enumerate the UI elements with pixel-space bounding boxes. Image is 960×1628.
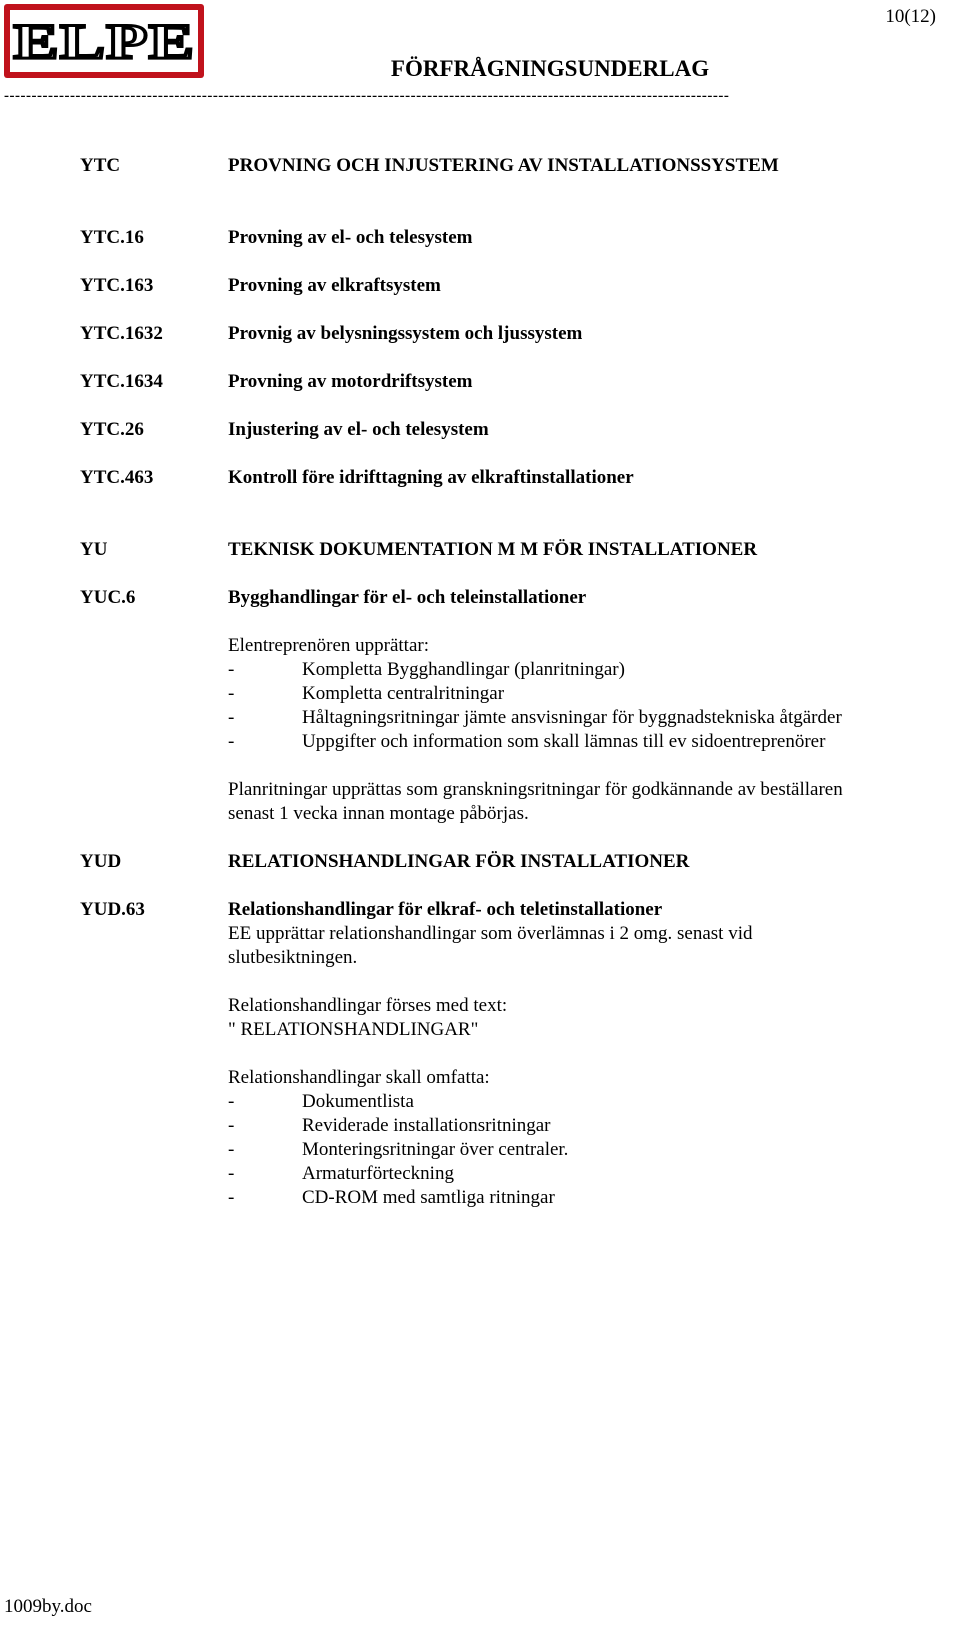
item-code: YTC.26 bbox=[80, 419, 144, 440]
item-code: YTC.1632 bbox=[80, 323, 163, 344]
document-title: FÖRFRÅGNINGSUNDERLAG bbox=[390, 56, 710, 81]
list-item-text: CD-ROM med samtliga ritningar bbox=[302, 1187, 555, 1208]
item-title: Provning av el- och telesystem bbox=[228, 227, 473, 248]
list-dash: - bbox=[228, 1115, 235, 1136]
section-title: RELATIONSHANDLINGAR FÖR INSTALLATIONER bbox=[228, 851, 690, 872]
yud63-scope-intro: Relationshandlingar skall omfatta: bbox=[228, 1067, 490, 1088]
item-title: Provning av motordriftsystem bbox=[228, 371, 473, 392]
list-dash: - bbox=[228, 1163, 235, 1184]
list-item-text: Monteringsritningar över centraler. bbox=[302, 1139, 569, 1160]
logo-text: ELPE bbox=[13, 13, 195, 69]
section-title: PROVNING OCH INJUSTERING AV INSTALLATIONSSYSTEM bbox=[228, 155, 779, 176]
yuc6-intro: Elentreprenören upprättar: bbox=[228, 635, 429, 656]
item-code: YUC.6 bbox=[80, 587, 136, 608]
list-dash: - bbox=[228, 1187, 235, 1208]
page-number: 10(12) bbox=[885, 6, 936, 27]
list-dash: - bbox=[228, 707, 235, 728]
list-dash: - bbox=[228, 1139, 235, 1160]
header-divider: ------------------------------------------------------------------------------------------------------------------------------------ bbox=[4, 88, 730, 104]
item-title: Kontroll före idrifttagning av elkraftinstallationer bbox=[228, 467, 634, 488]
item-code: YTC.163 bbox=[80, 275, 154, 296]
yuc6-paragraph-line: senast 1 vecka innan montage påbörjas. bbox=[228, 803, 529, 824]
list-item-text: Uppgifter och information som skall lämnas till ev sidoentreprenörer bbox=[302, 731, 826, 752]
yud63-text-label: Relationshandlingar förses med text: bbox=[228, 995, 508, 1016]
list-dash: - bbox=[228, 659, 235, 680]
yud63-text-line: EE upprättar relationshandlingar som överlämnas i 2 omg. senast vid bbox=[228, 923, 753, 944]
list-item-text: Kompletta Bygghandlingar (planritningar) bbox=[302, 659, 625, 680]
section-code: YUD bbox=[80, 851, 122, 872]
item-code: YTC.16 bbox=[80, 227, 144, 248]
item-title: Bygghandlingar för el- och teleinstallationer bbox=[228, 587, 587, 608]
item-title: Provnig av belysningssystem och ljussystem bbox=[228, 323, 583, 344]
list-item-text: Reviderade installationsritningar bbox=[302, 1115, 551, 1136]
yud63-text-value: " RELATIONSHANDLINGAR" bbox=[228, 1019, 479, 1040]
list-dash: - bbox=[228, 683, 235, 704]
section-code: YTC bbox=[80, 155, 121, 176]
list-dash: - bbox=[228, 731, 235, 752]
section-code: YU bbox=[80, 539, 108, 560]
item-code: YTC.463 bbox=[80, 467, 154, 488]
item-title: Relationshandlingar för elkraf- och teletinstallationer bbox=[228, 899, 663, 920]
yuc6-paragraph-line: Planritningar upprättas som granskningsritningar för godkännande av beställaren bbox=[228, 779, 843, 800]
list-item-text: Dokumentlista bbox=[302, 1091, 414, 1112]
item-title: Injustering av el- och telesystem bbox=[228, 419, 489, 440]
list-item-text: Håltagningsritningar jämte ansvisningar för byggnadstekniska åtgärder bbox=[302, 707, 842, 728]
footer-filename: 1009by.doc bbox=[4, 1596, 92, 1617]
yud63-text-line: slutbesiktningen. bbox=[228, 947, 358, 968]
list-item-text: Kompletta centralritningar bbox=[302, 683, 505, 704]
section-title: TEKNISK DOKUMENTATION M M FÖR INSTALLATIONER bbox=[228, 539, 758, 560]
item-code: YTC.1634 bbox=[80, 371, 163, 392]
list-dash: - bbox=[228, 1091, 235, 1112]
list-item-text: Armaturförteckning bbox=[302, 1163, 454, 1184]
item-code: YUD.63 bbox=[80, 899, 145, 920]
item-title: Provning av elkraftsystem bbox=[228, 275, 441, 296]
